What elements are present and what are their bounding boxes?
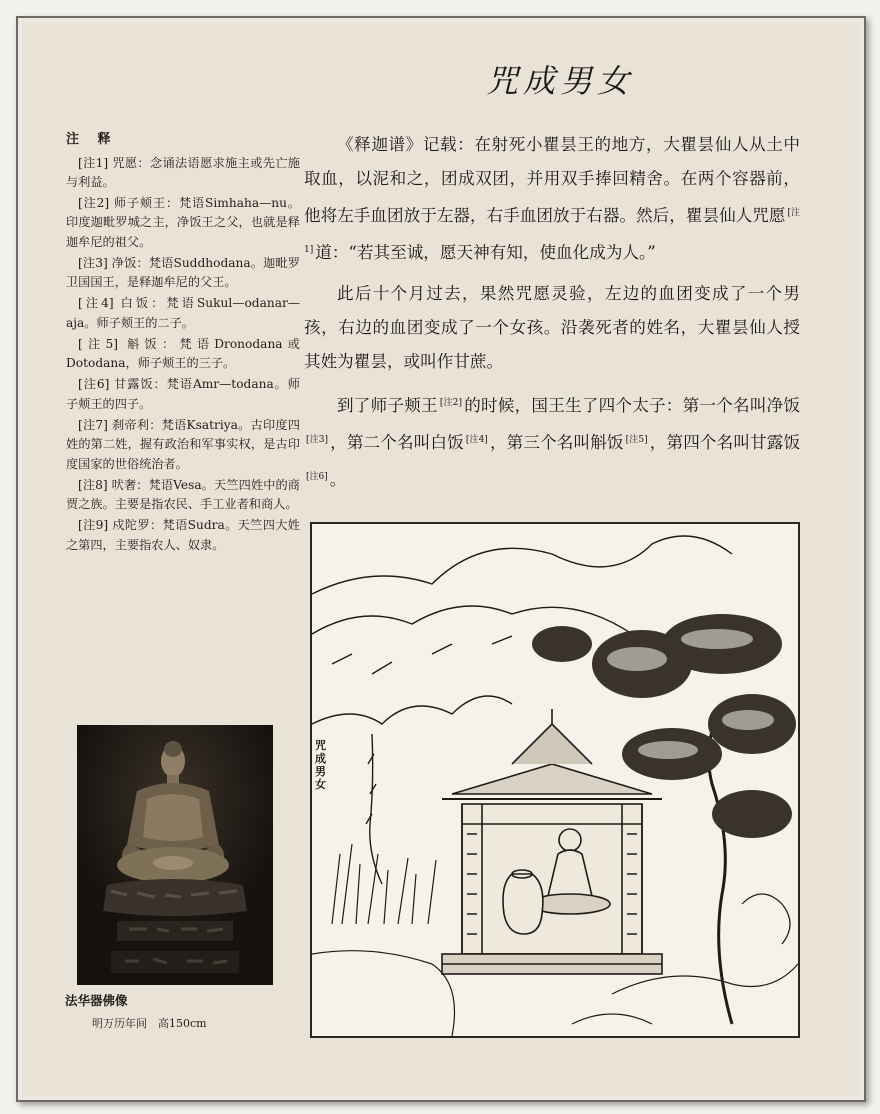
note-item: [注2] 师子颊王：梵语Simhaha—nu。印度迦毗罗城之主，净饭王之父，也就是释迦牟尼的祖父。 bbox=[66, 196, 300, 249]
note-marker: [注3] bbox=[306, 435, 328, 445]
photo-subcaption: 明万历年间 高150cm bbox=[92, 1017, 207, 1030]
paragraph-3-text: 。 bbox=[329, 470, 347, 489]
note-marker: [注1] bbox=[304, 208, 801, 255]
paragraph-2: 此后十个月过去，果然咒愿灵验，左边的血团变成了一个男孩，右边的血团变成了一个女孩。沿袭死者的姓名，大瞿昙仙人授其姓为瞿昙，或叫作甘蔗。 bbox=[304, 284, 800, 371]
note-item: [注1] 咒愿：念诵法语愿求施主或先亡施与利益。 bbox=[66, 155, 300, 189]
note-item: [注9] 戍陀罗：梵语Sudra。天竺四大姓之第四，主要指农人、奴隶。 bbox=[66, 518, 300, 552]
note-marker: [注2] bbox=[439, 398, 462, 408]
paragraph-3 bbox=[304, 386, 800, 497]
notes-column bbox=[66, 130, 300, 557]
paragraph-3-text: ，第四个名叫甘露饭 bbox=[649, 433, 801, 452]
photo-caption: 法华器佛像 bbox=[65, 993, 128, 1008]
main-text bbox=[304, 128, 800, 504]
paragraph-3-text: 的时候，国王生了四个太子：第一个名叫净饭 bbox=[463, 396, 801, 415]
note-item: [注7] 刹帝利：梵语Ksatriya。古印度四姓的第二姓，握有政治和军事实权，是古印度国家的世俗统治者。 bbox=[66, 417, 300, 471]
paragraph-1 bbox=[304, 128, 800, 270]
note-marker: [注4] bbox=[465, 435, 488, 445]
notes-heading: 注 释 bbox=[66, 132, 118, 147]
paragraph-3-text: 到了师子颊王 bbox=[337, 396, 438, 415]
note-item: [注8] 吠奢：梵语Vesa。天竺四姓中的商贾之族。主要是指农民、手工业者和商人。 bbox=[66, 477, 300, 512]
paragraph-3-text: ，第三个名叫斛饭 bbox=[489, 433, 624, 452]
pavilion-landscape-drawing bbox=[312, 524, 798, 1036]
note-item: [注4] 白饭：梵语Sukul—odanar—aja。师子颊王的二子。 bbox=[66, 296, 300, 330]
page-title: 咒成男女 bbox=[486, 62, 635, 100]
paragraph-1-text-end: 道：“若其至诚，愿天神有知，使血化成为人。” bbox=[315, 243, 656, 262]
illustration-label: 咒成男女 bbox=[315, 739, 326, 791]
buddha-statue-photo bbox=[77, 725, 273, 985]
paragraph-1-text: 《释迦谱》记载：在射死小瞿昙王的地方，大瞿昙仙人从土中取血，以泥和之，团成双团，并用双手捧回精舍。在两个容器前，他将左手血团放于左器，右手血团放于右器。然后，瞿昙仙人咒愿 bbox=[304, 135, 800, 225]
note-marker: [注5] bbox=[625, 435, 648, 445]
paragraph-3-text: ，第二个名叫白饭 bbox=[330, 433, 464, 452]
note-item: [注3] 净饭：梵语Suddhodana。迦毗罗卫国国王，是释迦牟尼的父王。 bbox=[66, 255, 300, 290]
ink-illustration bbox=[310, 522, 800, 1038]
note-marker: [注6] bbox=[306, 472, 328, 482]
note-item: [注5] 斛饭：梵语Dronodana或Dotodana，师子颊王的三子。 bbox=[66, 336, 300, 371]
note-item: [注6] 甘露饭：梵语Amr—todana。师子颊王的四子。 bbox=[66, 377, 300, 411]
buddha-statue-image bbox=[77, 725, 273, 985]
